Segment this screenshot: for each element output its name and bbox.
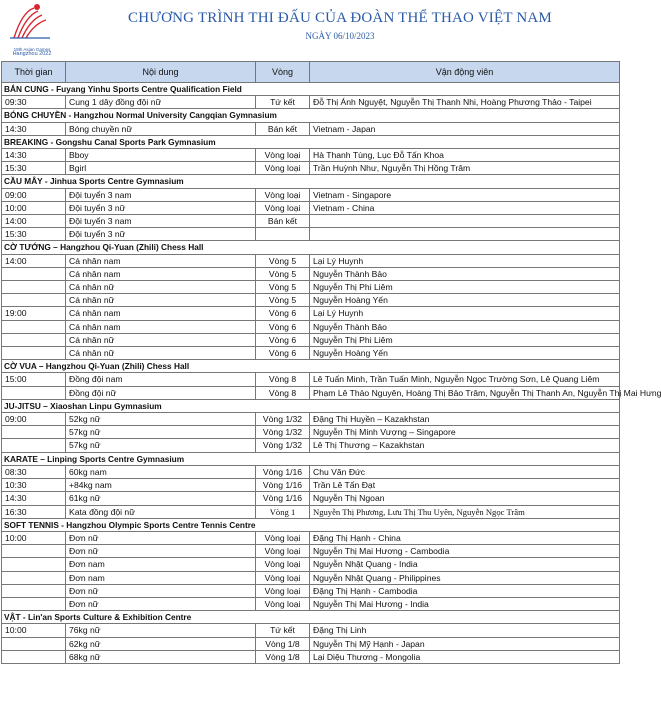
cell-event: Đơn nam [66, 571, 256, 584]
cell-round: Vòng loại [256, 558, 310, 571]
table-row [2, 505, 620, 518]
cell-athletes: Hà Thanh Tùng, Lục Đỗ Tấn Khoa [310, 149, 620, 162]
cell-event: Cá nhân nam [66, 320, 256, 333]
venue-label: SOFT TENNIS - Hangzhou Olympic Sports Centre Tennis Centre [2, 518, 620, 531]
cell-round: Vòng 1/8 [256, 637, 310, 650]
cell-time: 14:00 [2, 215, 66, 228]
cell-time [2, 637, 66, 650]
cell-event: Đồng đội nam [66, 373, 256, 386]
cell-athletes: Trần Huỳnh Như, Nguyễn Thị Hồng Trâm [310, 162, 620, 175]
table-row [2, 281, 620, 294]
cell-event: Đơn nam [66, 558, 256, 571]
cell-athletes [310, 228, 620, 241]
cell-athletes: Nguyễn Thị Phi Liêm [310, 333, 620, 346]
cell-time: 08:30 [2, 465, 66, 478]
cell-event: Đội tuyển 3 nam [66, 215, 256, 228]
cell-time [2, 320, 66, 333]
venue-label: CỜ TƯỚNG – Hangzhou Qi-Yuan (Zhili) Chess Hall [2, 241, 620, 254]
cell-time [2, 267, 66, 280]
schedule-body [2, 83, 661, 664]
cell-time: 15:30 [2, 162, 66, 175]
table-header-row [2, 62, 620, 83]
cell-event: Cá nhân nam [66, 267, 256, 280]
cell-time [2, 386, 66, 399]
cell-time [2, 281, 66, 294]
cell-round: Vòng loại [256, 584, 310, 597]
venue-row [2, 399, 620, 412]
table-row [2, 201, 620, 214]
cell-round [256, 228, 310, 241]
cell-athletes: Nguyễn Thị Mai Hương - India [310, 597, 620, 610]
cell-round: Tứ kết [256, 96, 310, 109]
cell-time [2, 545, 66, 558]
cell-athletes: Nguyễn Nhật Quang - India [310, 558, 620, 571]
cell-event: 52kg nữ [66, 413, 256, 426]
cell-round: Vòng loại [256, 571, 310, 584]
table-row [2, 96, 620, 109]
table-row [2, 413, 620, 426]
table-row [2, 584, 620, 597]
cell-event: Cá nhân nam [66, 254, 256, 267]
cell-event: Đơn nữ [66, 545, 256, 558]
cell-athletes: Nguyễn Hoàng Yến [310, 347, 620, 360]
cell-round: Tứ kết [256, 624, 310, 637]
cell-round: Vòng 6 [256, 307, 310, 320]
cell-round: Vòng 6 [256, 320, 310, 333]
cell-time: 10:00 [2, 624, 66, 637]
cell-round: Vòng loại [256, 597, 310, 610]
cell-athletes: Đặng Thị Linh [310, 624, 620, 637]
cell-event: Đội tuyển 3 nam [66, 188, 256, 201]
cell-round: Vòng 5 [256, 254, 310, 267]
cell-athletes [310, 215, 620, 228]
table-row [2, 386, 620, 399]
cell-time: 16:30 [2, 505, 66, 518]
venue-row [2, 83, 620, 96]
cell-event: Bgirl [66, 162, 256, 175]
venue-label: CẦU MÂY - Jinhua Sports Centre Gymnasium [2, 175, 620, 188]
cell-time [2, 584, 66, 597]
table-row [2, 558, 620, 571]
cell-time: 14:00 [2, 254, 66, 267]
cell-round: Vòng 1/16 [256, 465, 310, 478]
cell-time [2, 650, 66, 663]
cell-time: 15:00 [2, 373, 66, 386]
venue-label: BÓNG CHUYỀN - Hangzhou Normal University Cangqian Gymnasium [2, 109, 620, 122]
table-row [2, 228, 620, 241]
page-header [0, 0, 620, 60]
table-row [2, 492, 620, 505]
cell-round: Vòng 1/16 [256, 492, 310, 505]
cell-event: Đội tuyển 3 nữ [66, 228, 256, 241]
cell-round: Vòng 6 [256, 347, 310, 360]
cell-athletes: Nguyễn Thành Bảo [310, 320, 620, 333]
table-row [2, 571, 620, 584]
cell-round: Vòng loại [256, 531, 310, 544]
cell-round: Vòng 5 [256, 281, 310, 294]
table-row [2, 122, 620, 135]
venue-label: BREAKING - Gongshu Canal Sports Park Gymnasium [2, 135, 620, 148]
cell-event: 57kg nữ [66, 426, 256, 439]
table-row [2, 294, 620, 307]
cell-round: Vòng 6 [256, 333, 310, 346]
cell-athletes: Nguyễn Thị Mai Hương - Cambodia [310, 545, 620, 558]
venue-row [2, 241, 620, 254]
cell-event: Cá nhân nữ [66, 281, 256, 294]
cell-time: 09:30 [2, 96, 66, 109]
cell-time [2, 333, 66, 346]
cell-time: 19:00 [2, 307, 66, 320]
cell-round: Vòng 8 [256, 373, 310, 386]
logo-caption-1: 19th Asian Games [13, 47, 51, 52]
col-header-time: Thời gian [2, 62, 66, 83]
cell-athletes: Lê Tuấn Minh, Trần Tuấn Minh, Nguyễn Ngọc Trường Sơn, Lê Quang Liêm [310, 373, 620, 386]
table-row [2, 465, 620, 478]
col-header-round: Vòng [256, 62, 310, 83]
table-row [2, 650, 620, 663]
table-row [2, 347, 620, 360]
page-date: NGÀY 06/10/2023 [305, 31, 375, 41]
cell-time: 15:30 [2, 228, 66, 241]
venue-label: JU-JITSU – Xiaoshan Linpu Gymnasium [2, 399, 620, 412]
cell-event: 68kg nữ [66, 650, 256, 663]
logo-caption-2: Hangzhou 2022 [12, 51, 52, 57]
cell-event: Đội tuyển 3 nữ [66, 201, 256, 214]
cell-event: Cá nhân nữ [66, 347, 256, 360]
cell-time: 14:30 [2, 122, 66, 135]
cell-athletes: Nguyễn Hoàng Yến [310, 294, 620, 307]
cell-athletes: Lại Diệu Thương - Mongolia [310, 650, 620, 663]
table-row [2, 162, 620, 175]
cell-round: Vòng 1/32 [256, 426, 310, 439]
cell-time: 10:30 [2, 479, 66, 492]
cell-athletes: Nguyễn Nhật Quang - Philippines [310, 571, 620, 584]
cell-event: Bóng chuyền nữ [66, 122, 256, 135]
table-row [2, 320, 620, 333]
table-row [2, 439, 620, 452]
venue-row [2, 135, 620, 148]
cell-round: Vòng loại [256, 149, 310, 162]
cell-event: Cá nhân nữ [66, 333, 256, 346]
cell-event: Đơn nữ [66, 531, 256, 544]
cell-event: Kata đồng đội nữ [66, 505, 256, 518]
cell-athletes: Đặng Thị Hạnh - Cambodia [310, 584, 620, 597]
cell-round: Vòng loại [256, 162, 310, 175]
venue-label: BẮN CUNG - Fuyang Yinhu Sports Centre Qualification Field [2, 83, 620, 96]
table-row [2, 254, 620, 267]
cell-athletes: Chu Văn Đức [310, 465, 620, 478]
cell-round: Bán kết [256, 215, 310, 228]
cell-round: Vòng 1/32 [256, 413, 310, 426]
cell-athletes: Nguyễn Thị Phương, Lưu Thị Thu Uyên, Nguyễn Ngọc Trâm [310, 505, 620, 518]
cell-athletes: Nguyễn Thành Bảo [310, 267, 620, 280]
cell-time: 10:00 [2, 201, 66, 214]
table-row [2, 637, 620, 650]
table-row [2, 479, 620, 492]
cell-time: 09:00 [2, 188, 66, 201]
cell-event: Đồng đội nữ [66, 386, 256, 399]
cell-time [2, 571, 66, 584]
cell-event: Bboy [66, 149, 256, 162]
table-row [2, 426, 620, 439]
schedule-table [1, 61, 661, 664]
cell-time: 09:00 [2, 413, 66, 426]
cell-athletes: Nguyễn Thị Mỹ Hạnh - Japan [310, 637, 620, 650]
table-row [2, 307, 620, 320]
cell-round: Vòng 5 [256, 294, 310, 307]
table-row [2, 333, 620, 346]
table-row [2, 624, 620, 637]
venue-row [2, 611, 620, 624]
table-row [2, 215, 620, 228]
cell-athletes: Đỗ Thị Ánh Nguyệt, Nguyễn Thị Thanh Nhi, Hoàng Phương Thảo - Taipei [310, 96, 620, 109]
cell-round: Vòng 1/32 [256, 439, 310, 452]
venue-label: KARATE – Linping Sports Centre Gymnasium [2, 452, 620, 465]
cell-athletes: Nguyễn Thị Phi Liêm [310, 281, 620, 294]
cell-time: 14:30 [2, 492, 66, 505]
cell-event: 76kg nữ [66, 624, 256, 637]
cell-round: Vòng loại [256, 545, 310, 558]
venue-row [2, 360, 620, 373]
cell-time [2, 439, 66, 452]
col-header-athletes: Vận động viên [310, 62, 620, 83]
cell-athletes: Đặng Thị Hạnh - China [310, 531, 620, 544]
table-row [2, 267, 620, 280]
table-row [2, 597, 620, 610]
cell-event: 62kg nữ [66, 637, 256, 650]
venue-label: VẬT - Lin'an Sports Culture & Exhibition Centre [2, 611, 620, 624]
page-title: CHƯƠNG TRÌNH THI ĐẤU CỦA ĐOÀN THỂ THAO VIỆT NAM [128, 10, 552, 26]
cell-event: +84kg nam [66, 479, 256, 492]
cell-round: Bán kết [256, 122, 310, 135]
cell-athletes: Lê Thị Thương – Kazakhstan [310, 439, 620, 452]
venue-row [2, 109, 620, 122]
cell-time [2, 558, 66, 571]
cell-round: Vòng 1 [256, 505, 310, 518]
cell-round: Vòng 8 [256, 386, 310, 399]
cell-event: 60kg nam [66, 465, 256, 478]
cell-athletes: Vietnam - China [310, 201, 620, 214]
venue-row [2, 175, 620, 188]
cell-time [2, 426, 66, 439]
cell-athletes: Vietnam - Singapore [310, 188, 620, 201]
cell-event: 57kg nữ [66, 439, 256, 452]
cell-athletes: Nguyễn Thị Ngoan [310, 492, 620, 505]
venue-label: CỜ VUA – Hangzhou Qi-Yuan (Zhili) Chess Hall [2, 360, 620, 373]
cell-time: 14:30 [2, 149, 66, 162]
cell-time [2, 597, 66, 610]
cell-event: Đơn nữ [66, 597, 256, 610]
cell-round: Vòng 1/16 [256, 479, 310, 492]
cell-event: 61kg nữ [66, 492, 256, 505]
cell-athletes: Lại Lý Huynh [310, 254, 620, 267]
cell-athletes: Lại Lý Huynh [310, 307, 620, 320]
venue-row [2, 452, 620, 465]
venue-row [2, 518, 620, 531]
cell-athletes: Nguyễn Thị Minh Vượng – Singapore [310, 426, 620, 439]
cell-athletes: Phạm Lê Thảo Nguyên, Hoàng Thị Bảo Trâm, Nguyễn Thị Thanh An, Nguyễn Thị Mai Hưng [310, 386, 620, 399]
cell-event: Cá nhân nữ [66, 294, 256, 307]
cell-event: Cá nhân nam [66, 307, 256, 320]
cell-time [2, 294, 66, 307]
cell-round: Vòng loại [256, 188, 310, 201]
table-row [2, 531, 620, 544]
table-row [2, 149, 620, 162]
cell-time [2, 347, 66, 360]
cell-athletes: Đặng Thị Huyền – Kazakhstan [310, 413, 620, 426]
table-row [2, 188, 620, 201]
cell-round: Vòng loại [256, 201, 310, 214]
cell-round: Vòng 5 [256, 267, 310, 280]
cell-time: 10:00 [2, 531, 66, 544]
cell-round: Vòng 1/8 [256, 650, 310, 663]
col-header-event: Nội dung [66, 62, 256, 83]
table-row [2, 373, 620, 386]
table-row [2, 545, 620, 558]
cell-athletes: Vietnam - Japan [310, 122, 620, 135]
cell-event: Cung 1 dây đồng đội nữ [66, 96, 256, 109]
cell-athletes: Trần Lê Tấn Đạt [310, 479, 620, 492]
cell-event: Đơn nữ [66, 584, 256, 597]
